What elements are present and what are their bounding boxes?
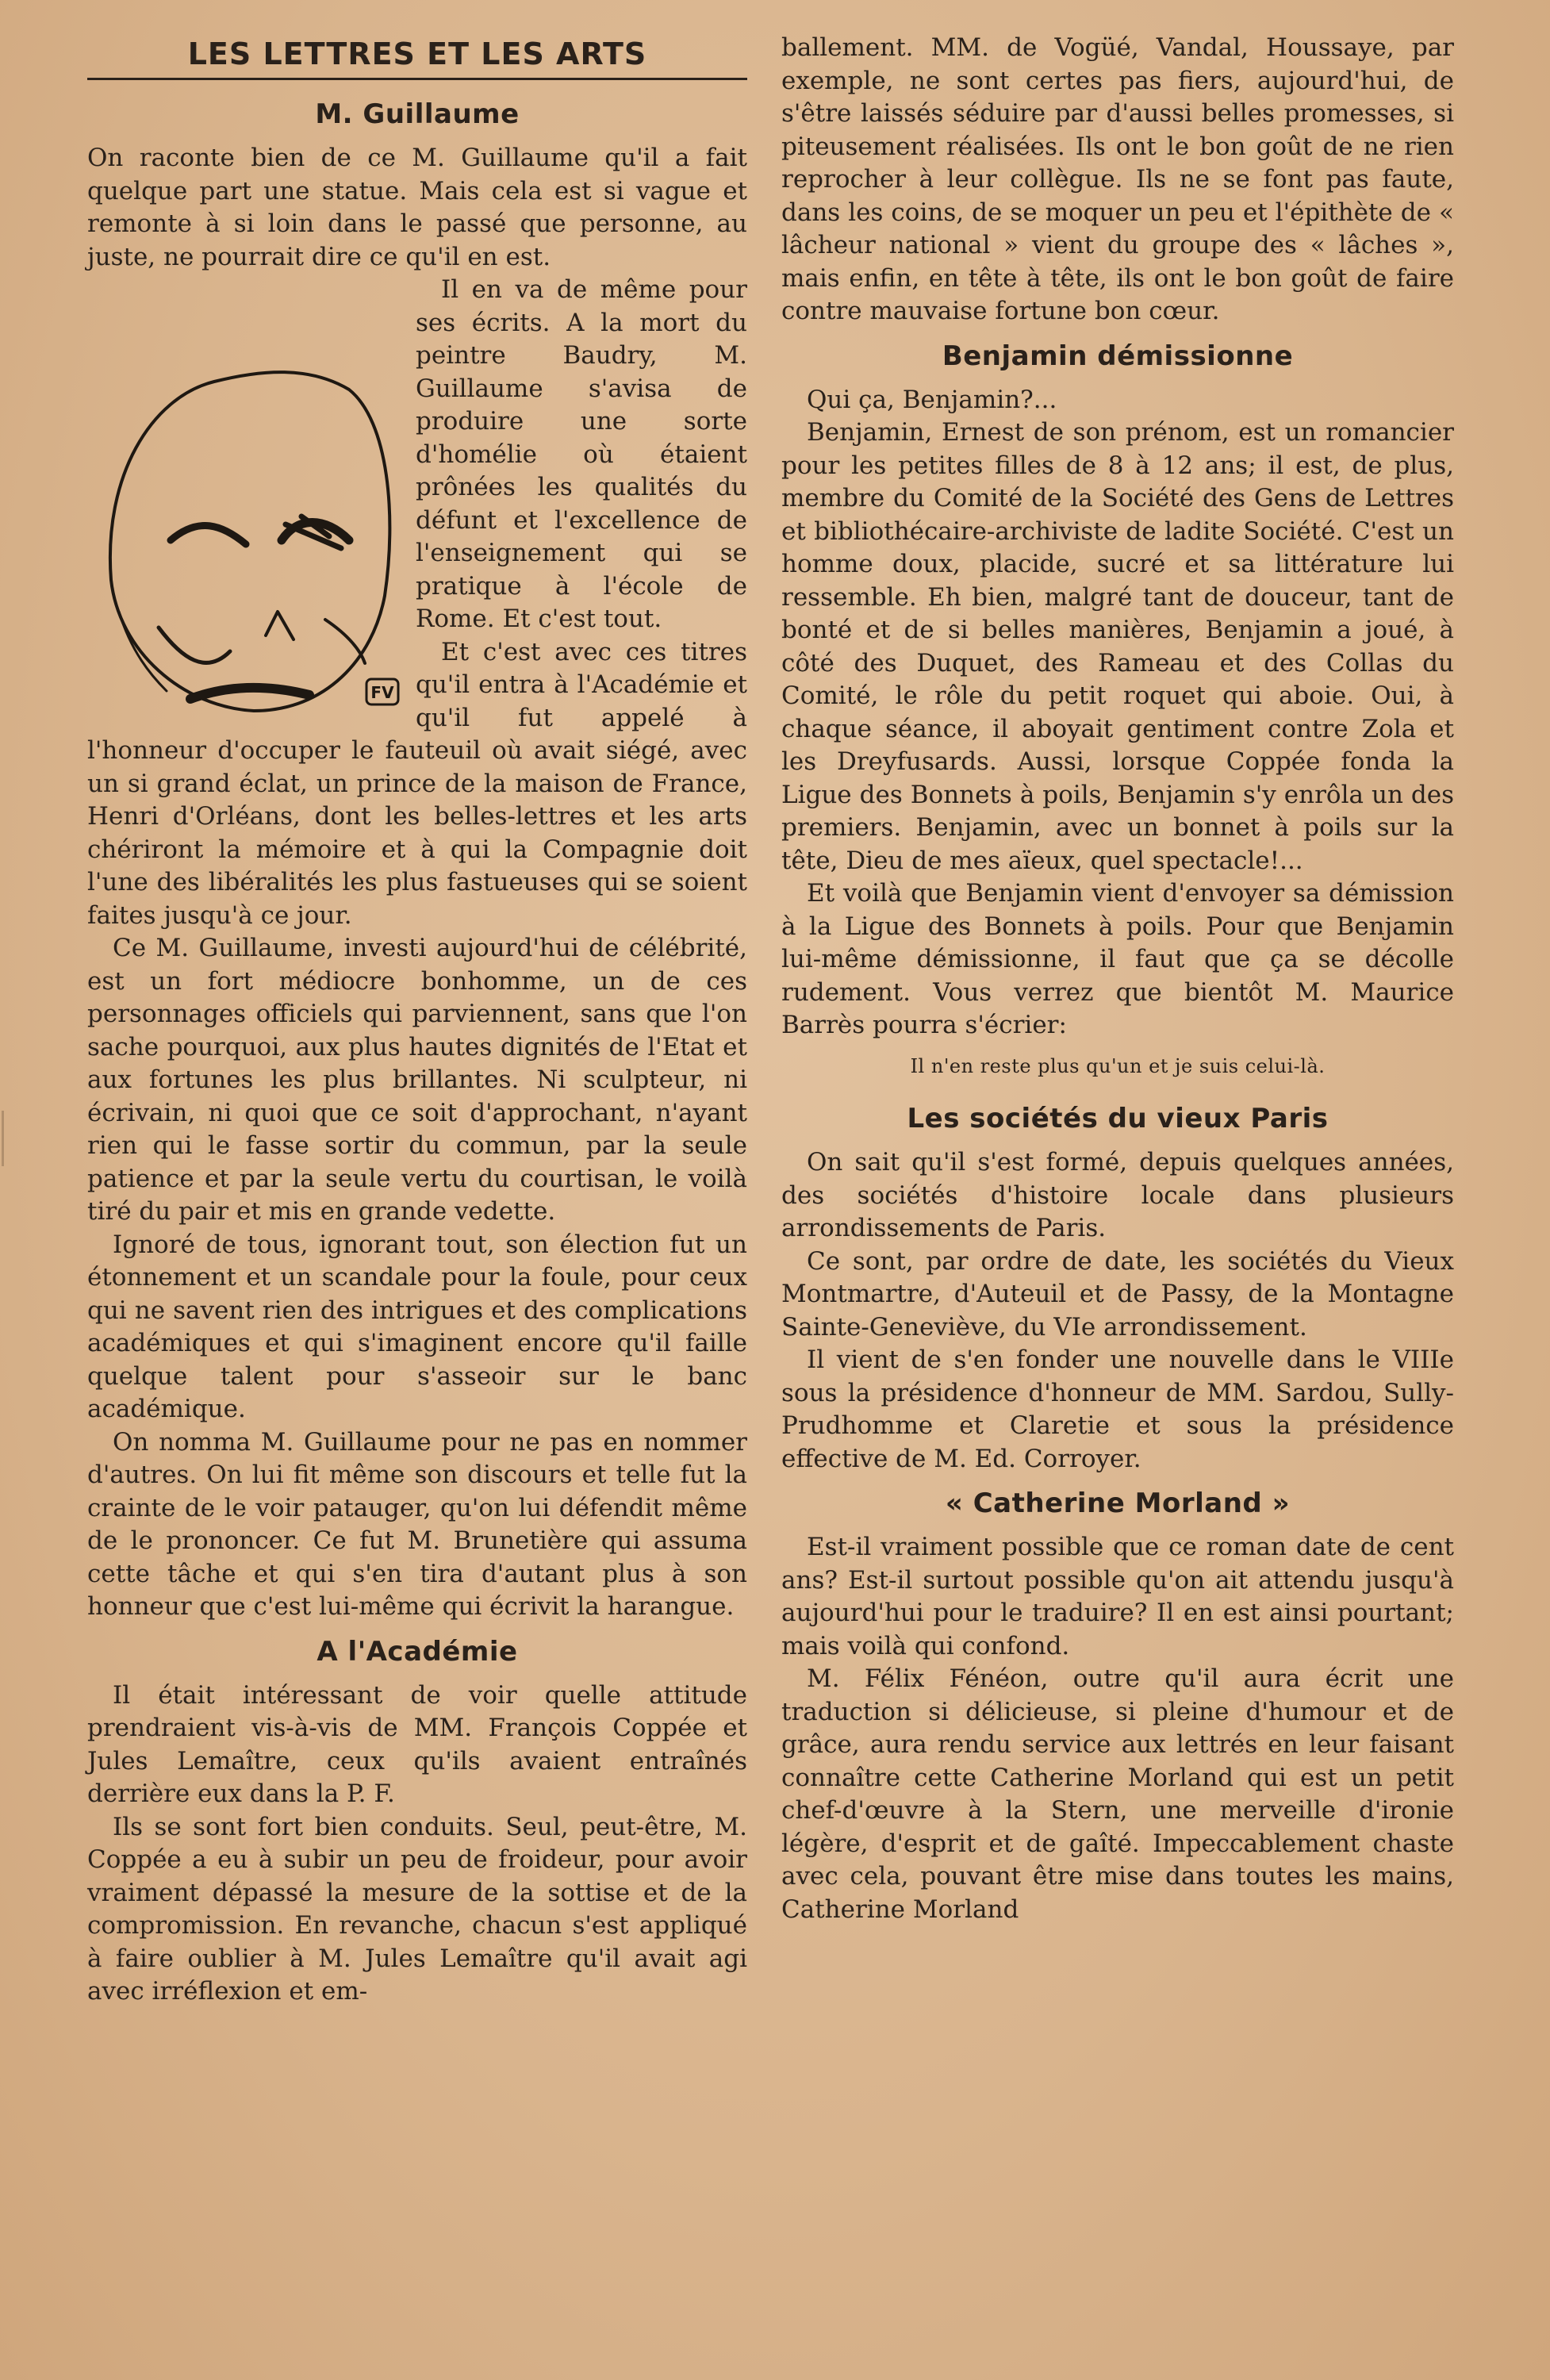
paragraph: M. Félix Fénéon, outre qu'il aura écrit une traduction si délicieuse, si pleine d'humour et de grâce, aura rendu service aux lettrés en leur faisant connaître cette Catherine Morland qui est un petit chef-d'œuvre à la Stern, une merveille d'ironie légère, d'esprit et de gaîté. Impeccablement chaste avec cela, pouvant être mise dans toutes les mains, Catherine Morland [781,1664,1454,1924]
article-title: M. Guillaume [315,98,520,130]
article-title: Benjamin démissionne [942,340,1294,372]
paragraph: Il en va de même pour ses écrits. A la mort du peintre Baudry, M. Guillaume s'avisa de produire une sorte d'homélie où étaient prônées les qualités du défunt et l'excellence de l'enseignement qui se pratique à l'école de Rome. Et c'est tout. [416,275,747,633]
article-title: Les sociétés du vieux Paris [907,1103,1329,1134]
portrait-caricature-illustration [87,278,405,723]
article-societes [781,1091,1454,1476]
paragraph: Est-il vraiment possible que ce roman date de cent ans? Est-il surtout possible qu'on ait attendu jusqu'à aujourd'hui pour le traduire? Il en est ainsi pourtant; mais voilà qui confond. [781,1533,1454,1660]
section-header: LES LETTRES ET LES ARTS [87,36,747,80]
article-academie [87,1624,747,2009]
column-left [87,32,747,2009]
portrait-monogram: FV [370,683,394,702]
monogram-badge [366,679,398,704]
paragraph: Ignoré de tous, ignorant tout, son élection fut un étonnement et un scandale pour la foule, pour ceux qui ne savent rien des intrigues et des complications académiques et qui s'imaginent encore qu'il faille quelque talent pour s'asseoir sur le banc académique. [87,1230,747,1423]
verse-quote: Il n'en reste plus qu'un et je suis celui-là. [910,1054,1326,1077]
paragraph: Et voilà que Benjamin vient d'envoyer sa démission à la Ligue des Bonnets à poils. Pour que Benjamin lui-même démissionne, il faut que ça se décolle rudement. Vous verrez que bientôt M. Maurice Barrès pourra s'écrier: [781,879,1454,1039]
article-guillaume [87,86,747,1624]
paragraph: Ce M. Guillaume, investi aujourd'hui de célébrité, est un fort médiocre bonhomme, un de ces personnages officiels qui parviennent, sans que l'on sache pourquoi, aux plus hautes dignités de l'Etat et aux fortunes les plus brillantes. Ni sculpteur, ni écrivain, ni quoi que ce soit d'approchant, n'ayant rien qui le fasse sortir du commun, par la seule patience et par la seule vertu du courtisan, le voilà tiré du pair et mis en grande vedette. [87,934,747,1226]
paragraph: On nomma M. Guillaume pour ne pas en nommer d'autres. On lui fit même son discours et telle fut la crainte de le voir patauger, qu'on lui défendit même de le prononcer. Ce fut M. Brunetière qui assuma cette tâche et qui s'en tira d'autant plus à son honneur que c'est lui-même qui écrivit la harangue. [87,1427,747,1621]
paragraph: Il vient de s'en fonder une nouvelle dans le VIIIe sous la présidence d'honneur de MM. Sardou, Sully-Prudhomme et Claretie et sous la présidence effective de M. Ed. Corroyer. [781,1345,1454,1473]
column-right [781,32,1454,1926]
continuation-paragraph: ballement. MM. de Vogüé, Vandal, Houssaye, par exemple, ne sont certes pas fiers, aujourd'hui, de s'être laissés séduire par d'aussi belles promesses, si piteusement réalisées. Ils ont le bon goût de ne rien reprocher à leur collègue. Ils ne se font pas faute, dans les coins, de se moquer un peu et l'épithète de « lâcheur national » vient du groupe des « lâches », mais enfin, en tête à tête, ils ont le bon goût de faire contre mauvaise fortune bon cœur. [781,33,1454,325]
article-benjamin [781,328,1454,1084]
scan-mark [2,1111,4,1166]
paragraph: Benjamin, Ernest de son prénom, est un romancier pour les petites filles de 8 à 12 ans; il est, de plus, membre du Comité de la Société des Gens de Lettres et bibliothécaire-archiviste de ladite Société. C'est un homme doux, placide, sucré et sa littérature lui ressemble. Eh bien, malgré tant de douceur, tant de bonté et de si belles manières, Benjamin a joué, à côté des Duquet, des Rameau et des Collas du Comité, le rôle du petit roquet qui aboie. Oui, à chaque séance, il aboyait gentiment contre Zola et les Dreyfusards. Aussi, lorsque Coppée fonda la Ligue des Bonnets à poils, Benjamin s'y enrôla un des premiers. Benjamin, avec un bonnet à poils sur la tête, Dieu de mes aïeux, quel spectacle!... [781,418,1454,875]
paragraph: Ils se sont fort bien conduits. Seul, peut-être, M. Coppée a eu à subir un peu de froideur, pour avoir vraiment dépassé la mesure de la sottise et de la compromission. En revanche, chacun s'est appliqué à faire oublier à M. Jules Lemaître qu'il avait agi avec irréflexion et em- [87,1812,747,2006]
paragraph: On raconte bien de ce M. Guillaume qu'il a fait quelque part une statue. Mais cela est si vague et remonte à si loin dans le passé que personne, au juste, ne pourrait dire ce qu'il en est. [87,144,747,271]
paragraph: Ce sont, par ordre de date, les sociétés du Vieux Montmartre, d'Auteuil et de Passy, de la Montagne Sainte-Geneviève, du VIe arrondissement. [781,1246,1454,1342]
paragraph: Il était intéressant de voir quelle attitude prendraient vis-à-vis de MM. François Coppée et Jules Lemaître, ceux qu'ils avaient entraînés derrière eux dans la P. F. [87,1680,747,1808]
article-title: A l'Académie [317,1635,518,1668]
paragraph: Et c'est avec ces titres qu'il entra à l'Académie et qu'il fut appelé à l'honneur d'occuper le fauteuil où avait siégé, avec un si grand éclat, un prince de la maison de France, Henri d'Orléans, dont les belles-lettres et les arts chériront la mémoire et à qui la Compagnie doit l'une des libéralités les plus fastueuses qui se soient faites jusqu'à ce jour. [87,637,747,930]
paragraph: On sait qu'il s'est formé, depuis quelques années, des sociétés d'histoire locale dans plusieurs arrondissements de Paris. [781,1148,1454,1242]
paragraph: Qui ça, Benjamin?... [807,385,1057,414]
article-catherine-morland [781,1476,1454,1926]
article-title: « Catherine Morland » [945,1488,1291,1519]
